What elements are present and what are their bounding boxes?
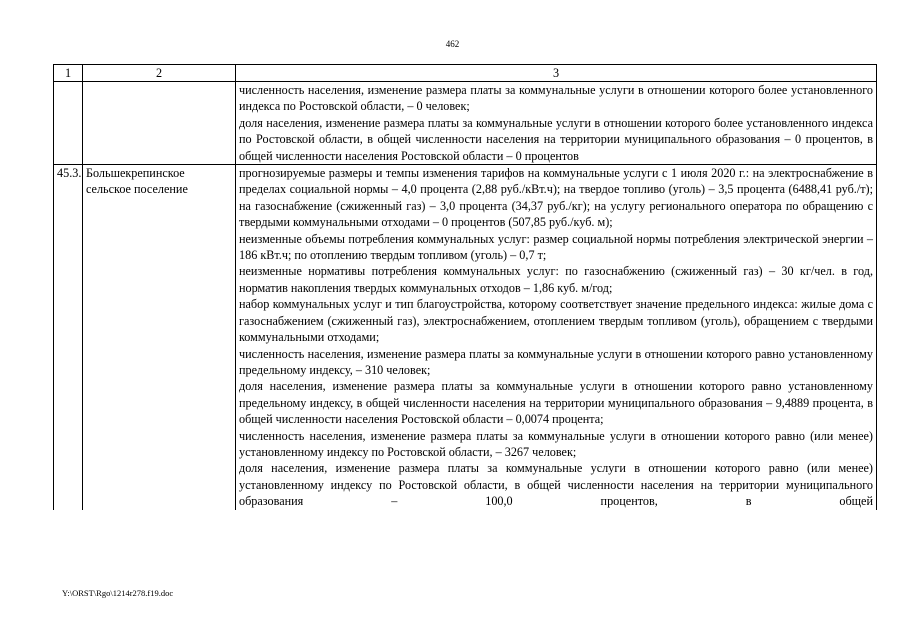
- footer-file-path: Y:\ORST\Rgo\1214r278.f19.doc: [62, 588, 174, 598]
- table-row-continuation: [54, 82, 877, 165]
- paragraph: доля населения, изменение размера платы за коммунальные услуги в отношении которого равно (или менее) установленному индексу по Ростовской области, в общей численности населения на территории муниципального образования – 100,0 процентов, в общей: [239, 461, 873, 509]
- page-number: 462: [445, 39, 460, 49]
- paragraph: неизменные нормативы потребления коммунальных услуг: по газоснабжению (сжиженный газ) – 30 кг/чел. в год, норматив накопления твердых коммунальных отходов – 1,86 куб. м/год;: [239, 264, 873, 295]
- paragraph: доля населения, изменение размера платы за коммунальные услуги в отношении которого более установленного индекса по Ростовской области, в общей численности населения на территории муниципального образования – 0 процентов, в общей численности населения Ростовской области – 0 процентов: [239, 115, 873, 163]
- paragraph: неизменные объемы потребления коммунальных услуг: размер социальной нормы потребления электрической энергии – 186 кВт.ч; по отоплению твердым топливом (уголь) – 0,7 т;: [239, 231, 873, 263]
- settlement-name: Большекрепинское сельское поселение: [83, 165, 236, 510]
- column-header-2: 2: [83, 65, 236, 82]
- paragraph: численность населения, изменение размера платы за коммунальные услуги в отношении которого равно (или менее) установленному индексу по Ростовской области, – 3267 человек;: [239, 428, 873, 459]
- continuation-number-cell: [54, 82, 83, 165]
- document-table: [53, 64, 877, 510]
- paragraph: численность населения, изменение размера платы за коммунальные услуги в отношении которого более установленного индекса по Ростовской области, – 0 человек;: [239, 83, 873, 114]
- row-text-cell: [236, 165, 877, 510]
- continuation-name-cell: [83, 82, 236, 165]
- continuation-text-cell: [236, 82, 877, 165]
- column-header-1: 1: [54, 65, 83, 82]
- paragraph: численность населения, изменение размера платы за коммунальные услуги в отношении которого равно установленному предельному индексу, – 310 человек;: [239, 346, 873, 377]
- table-header-row: [54, 65, 877, 82]
- row-number: 45.3.: [54, 165, 83, 510]
- paragraph: набор коммунальных услуг и тип благоустройства, которому соответствует значение предельного индекса: жилые дома с газоснабжением (сжиженный газ), электроснабжением, отоплением твердым топливом (уголь), обращением с твердыми коммунальными отходами;: [239, 297, 873, 345]
- column-header-3: 3: [236, 65, 877, 82]
- paragraph: доля населения, изменение размера платы за коммунальные услуги в отношении которого равно установленному предельному индексу, в общей численности населения на территории муниципального образования – 9,4889 процента, в общей численности населения Ростовской области – 0,0074 процента;: [239, 379, 873, 427]
- paragraph: прогнозируемые размеры и темпы изменения тарифов на коммунальные услуги с 1 июля 2020 г.: на электроснабжение в пределах социальной нормы – 4,0 процента (2,88 руб./кВт.ч); на твердое топливо (уголь) – 3,5 процента (6488,41 руб./т); на газоснабжение (сжиженный газ) – 3,0 процента (34,37 руб./кг); на услугу регионального оператора по обращению с твердыми коммунальными отходами – 0 процентов (507,85 руб./куб. м);: [239, 166, 873, 230]
- table-row-45-3: [54, 165, 877, 510]
